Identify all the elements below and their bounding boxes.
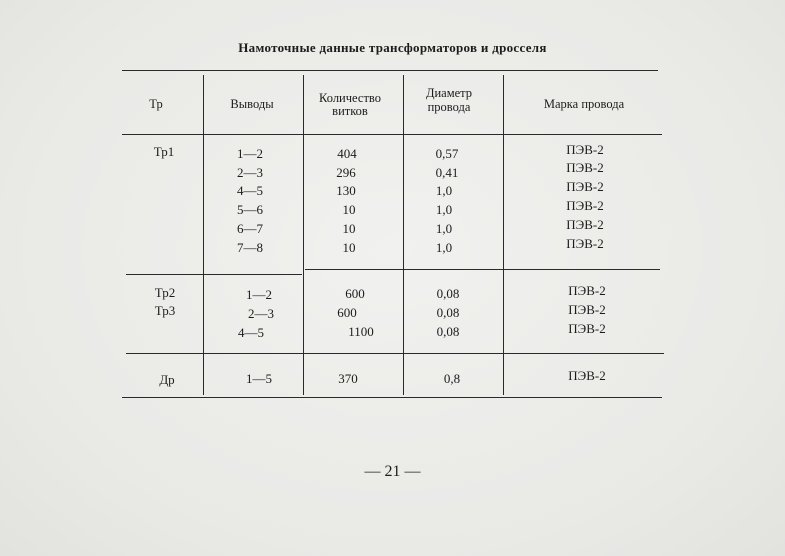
turns-cell: 370	[338, 371, 358, 386]
diameter-cell: 1,0	[435, 183, 453, 198]
header-diameter-line2: провода	[427, 100, 471, 114]
group1-bottom-rule-left	[126, 274, 302, 275]
turns-cell: 10	[342, 221, 356, 236]
turns-cell: 600	[345, 286, 365, 301]
wire-brand-cell: ПЭВ-2	[568, 321, 606, 336]
pins-cell: 1—5	[246, 371, 272, 386]
wire-brand-cell: ПЭВ-2	[566, 179, 604, 194]
diameter-cell: 1,0	[435, 202, 453, 217]
column-divider-4	[503, 75, 504, 395]
pins-cell: 1—2	[237, 146, 263, 161]
turns-cell: 10	[342, 240, 356, 255]
diameter-cell: 1,0	[435, 221, 453, 236]
diameter-cell: 0,08	[436, 305, 460, 320]
page-number: — 21 —	[364, 463, 421, 480]
column-divider-1	[203, 75, 204, 395]
diameter-cell: 0,08	[436, 286, 460, 301]
pins-cell: 4—5	[237, 183, 263, 198]
pins-cell: 7—8	[237, 240, 263, 255]
wire-brand-cell: ПЭВ-2	[566, 198, 604, 213]
pins-cell: 4—5	[238, 325, 264, 340]
table-title: Намоточные данные трансформаторов и дросселя	[238, 40, 547, 55]
choke-name: Др	[159, 372, 175, 387]
wire-brand-cell: ПЭВ-2	[568, 302, 606, 317]
table-bottom-rule	[122, 397, 662, 398]
turns-cell: 10	[342, 202, 356, 217]
wire-brand-cell: ПЭВ-2	[568, 283, 606, 298]
turns-cell: 296	[336, 165, 356, 180]
turns-cell: 404	[337, 146, 357, 161]
wire-brand-cell: ПЭВ-2	[566, 160, 604, 175]
header-diameter-line1: Диаметр	[425, 86, 473, 100]
pins-cell: 5—6	[237, 202, 263, 217]
diameter-cell: 0,08	[436, 324, 460, 339]
pins-cell: 2—3	[248, 306, 274, 321]
transformer-name-tr2: Тр2	[154, 285, 176, 300]
diameter-cell: 1,0	[435, 240, 453, 255]
pins-cell: 2—3	[237, 165, 263, 180]
header-pins: Выводы	[230, 97, 274, 111]
transformer-name-tr3: Тр3	[154, 303, 176, 318]
wire-brand-cell: ПЭВ-2	[566, 236, 604, 251]
wire-brand-cell: ПЭВ-2	[566, 142, 604, 157]
header-turns-line1: Количество	[319, 91, 381, 105]
transformer-name-tr1: Тр1	[153, 144, 175, 159]
turns-cell: 130	[336, 183, 356, 198]
pins-cell: 6—7	[237, 221, 263, 236]
wire-brand-cell: ПЭВ-2	[568, 368, 606, 383]
header-wire-brand: Марка провода	[543, 97, 625, 111]
diameter-cell: 0,57	[435, 146, 459, 161]
diameter-cell: 0,8	[443, 371, 461, 386]
group1-bottom-rule-right	[305, 269, 660, 270]
header-tr: Тр	[149, 97, 163, 111]
column-divider-2	[303, 75, 304, 395]
diameter-cell: 0,41	[435, 165, 459, 180]
pins-cell: 1—2	[246, 287, 272, 302]
column-divider-3	[403, 75, 404, 395]
turns-cell: 600	[337, 305, 357, 320]
table-top-rule	[122, 70, 658, 71]
wire-brand-cell: ПЭВ-2	[566, 217, 604, 232]
group2-bottom-rule	[126, 353, 664, 354]
turns-cell: 1100	[348, 324, 374, 339]
header-turns-line2: витков	[332, 104, 368, 118]
